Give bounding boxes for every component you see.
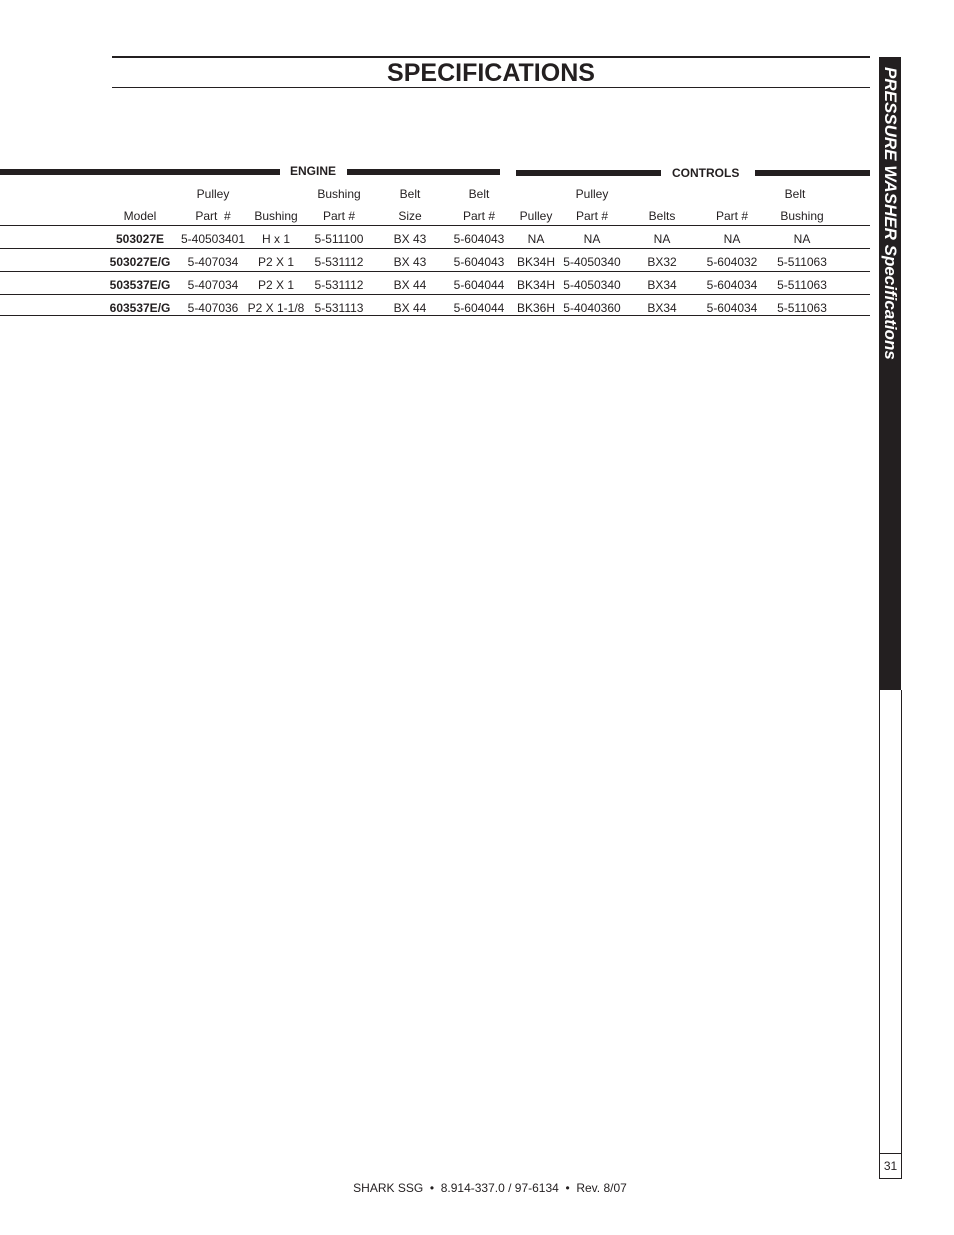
page-footer: SHARK SSG • 8.914-337.0 / 97-6134 • Rev. 8/07 (353, 1181, 627, 1195)
hdr-top-belt-part: Belt (468, 187, 490, 201)
hdr-belt-size: Size (398, 209, 422, 223)
cell-belts: NA (653, 232, 671, 246)
cell-belt-part: 5-604043 (453, 255, 505, 269)
cell-bushing: P2 X 1-1/8 (247, 301, 305, 315)
cell-controls-pulley-part: 5-4050340 (563, 278, 621, 292)
cell-belt-part: 5-604043 (453, 232, 505, 246)
table-rule (0, 225, 870, 226)
cell-pulley-part: 5-40503401 (180, 232, 246, 246)
hdr-belt-part: Part # (462, 209, 495, 223)
hdr-controls-pulley-part: Part # (575, 209, 608, 223)
table-rule (0, 315, 870, 316)
cell-belts: BX34 (647, 278, 677, 292)
cell-controls-pulley: NA (527, 232, 545, 246)
hdr-top-pulley-engine: Pulley (196, 187, 230, 201)
cell-bushing-part: 5-511100 (314, 232, 364, 246)
cell-belt-bushing: NA (793, 232, 811, 246)
cell-belt-bushing: 5-511063 (777, 301, 827, 315)
cell-belts-part: 5-604034 (706, 278, 758, 292)
hdr-top-bushing: Bushing (317, 187, 361, 201)
side-tab-label (879, 57, 901, 690)
cell-belt-bushing: 5-511063 (777, 255, 827, 269)
cell-controls-pulley: BK34H (516, 255, 556, 269)
cell-model: 503027E/G (109, 255, 171, 269)
hdr-bushing: Bushing (254, 209, 298, 223)
cell-bushing: P2 X 1 (257, 255, 295, 269)
cell-belts-part: 5-604034 (706, 301, 758, 315)
cell-bushing: H x 1 (261, 232, 290, 246)
table-rule (0, 248, 870, 249)
cell-model: 503537E/G (109, 278, 171, 292)
cell-bushing-part: 5-531112 (314, 278, 364, 292)
cell-pulley-part: 5-407036 (187, 301, 239, 315)
hdr-model: Model (123, 209, 157, 223)
hdr-bushing-part: Part # (322, 209, 355, 223)
side-tab-light: Specifications (881, 244, 900, 360)
engine-bar-left (0, 169, 280, 175)
hdr-pulley-part: Part # (195, 209, 231, 223)
hdr-top-belt-bushing: Belt (784, 187, 806, 201)
cell-belt-bushing: 5-511063 (777, 278, 827, 292)
cell-belt-part: 5-604044 (453, 278, 505, 292)
hdr-belt-bushing: Bushing (780, 209, 824, 223)
cell-belt-size: BX 44 (393, 301, 427, 315)
table-rule (0, 271, 870, 272)
page-number: 31 (880, 1153, 901, 1178)
cell-bushing-part: 5-531112 (314, 255, 364, 269)
title-bottom-rule (112, 87, 870, 88)
cell-pulley-part: 5-407034 (187, 255, 239, 269)
side-tab-bold: PRESSURE WASHER (881, 67, 900, 240)
cell-controls-pulley: BK36H (516, 301, 556, 315)
hdr-top-pulley-controls: Pulley (575, 187, 609, 201)
cell-pulley-part: 5-407034 (187, 278, 239, 292)
cell-belts: BX34 (647, 301, 677, 315)
cell-model: 603537E/G (109, 301, 171, 315)
cell-belts-part: 5-604032 (706, 255, 758, 269)
cell-model: 503027E (115, 232, 165, 246)
controls-bar-left (516, 170, 661, 176)
hdr-belts: Belts (648, 209, 676, 223)
hdr-belts-part: Part # (715, 209, 748, 223)
cell-belt-size: BX 43 (393, 232, 427, 246)
cell-belts-part: NA (723, 232, 741, 246)
side-tab-border (879, 690, 902, 1179)
engine-section-label: ENGINE (290, 164, 337, 178)
hdr-controls-pulley: Pulley (519, 209, 553, 223)
table-rule (0, 294, 870, 295)
page-title: SPECIFICATIONS (387, 59, 595, 87)
cell-controls-pulley-part: NA (583, 232, 601, 246)
cell-bushing: P2 X 1 (257, 278, 295, 292)
cell-belt-part: 5-604044 (453, 301, 505, 315)
hdr-top-belt-size: Belt (399, 187, 421, 201)
cell-bushing-part: 5-531113 (314, 301, 364, 315)
cell-belts: BX32 (647, 255, 677, 269)
engine-bar-right (347, 169, 500, 175)
cell-controls-pulley: BK34H (516, 278, 556, 292)
cell-controls-pulley-part: 5-4040360 (563, 301, 621, 315)
controls-bar-right (755, 170, 870, 176)
controls-section-label: CONTROLS (672, 166, 740, 180)
cell-controls-pulley-part: 5-4050340 (563, 255, 621, 269)
cell-belt-size: BX 44 (393, 278, 427, 292)
cell-belt-size: BX 43 (393, 255, 427, 269)
